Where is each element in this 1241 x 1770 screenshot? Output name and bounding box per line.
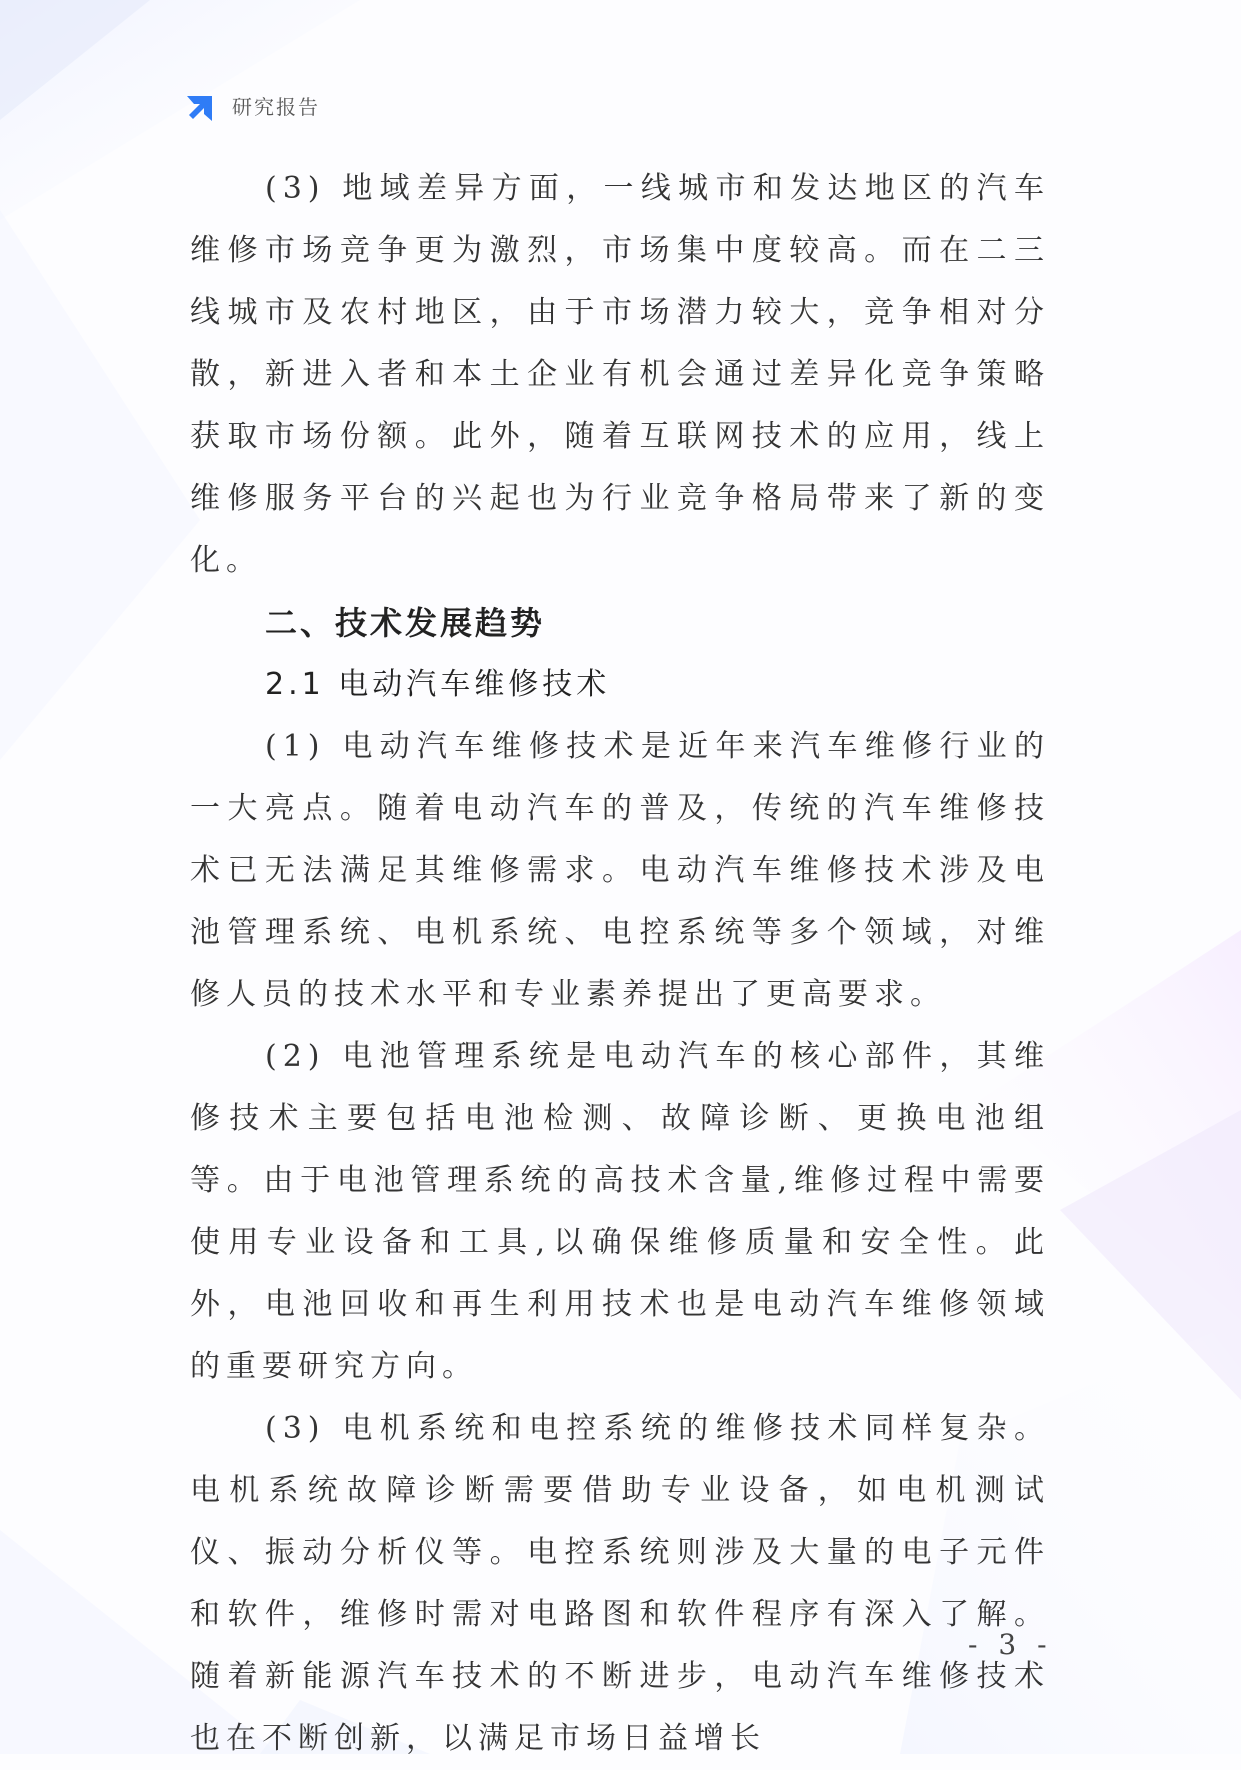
page-number: - 3 - — [968, 1628, 1053, 1661]
paragraph-ev-repair-overview: (1) 电动汽车维修技术是近年来汽车维修行业的一大亮点。随着电动汽车的普及，传统的汽车维修技术已无法满足其维修需求。电动汽车维修技术涉及电池管理系统、电机系统、电控系统等多个领域，对维修人员的技术水平和专业素养提出了更高要求。 — [190, 729, 1050, 1012]
header-title: 研究报告 — [232, 94, 320, 119]
paragraph-motor-control-systems: (3) 电机系统和电控系统的维修技术同样复杂。电机系统故障诊断需要借助专业设备，如电机测试仪、振动分析仪等。电控系统则涉及大量的电子元件和软件，维修时需对电路图和软件程序有深入了解。随着新能源汽车技术的不断进步，电动汽车维修技术也在不断创新，以满足市场日益增长 — [190, 1411, 1050, 1756]
section-heading: 二、技术发展趋势 — [265, 604, 546, 642]
arrow-up-right-icon — [186, 88, 220, 122]
subsection-heading: 2.1 电动汽车维修技术 — [265, 667, 611, 702]
report-header — [186, 88, 320, 122]
paragraph-battery-management: (2) 电池管理系统是电动汽车的核心部件，其维修技术主要包括电池检测、故障诊断、更换电池组等。由于电池管理系统的高技术含量,维修过程中需要使用专业设备和工具,以确保维修质量和安全性。此外，电池回收和再生利用技术也是电动汽车维修领域的重要研究方向。 — [190, 1039, 1050, 1384]
paragraph-regional-differences: (3) 地域差异方面，一线城市和发达地区的汽车维修市场竞争更为激烈，市场集中度较高。而在二三线城市及农村地区，由于市场潜力较大，竞争相对分散，新进入者和本土企业有机会通过差异化竞争策略获取市场份额。此外，随着互联网技术的应用，线上维修服务平台的兴起也为行业竞争格局带来了新的变化。 — [190, 171, 1050, 578]
document-body — [190, 158, 1050, 1770]
